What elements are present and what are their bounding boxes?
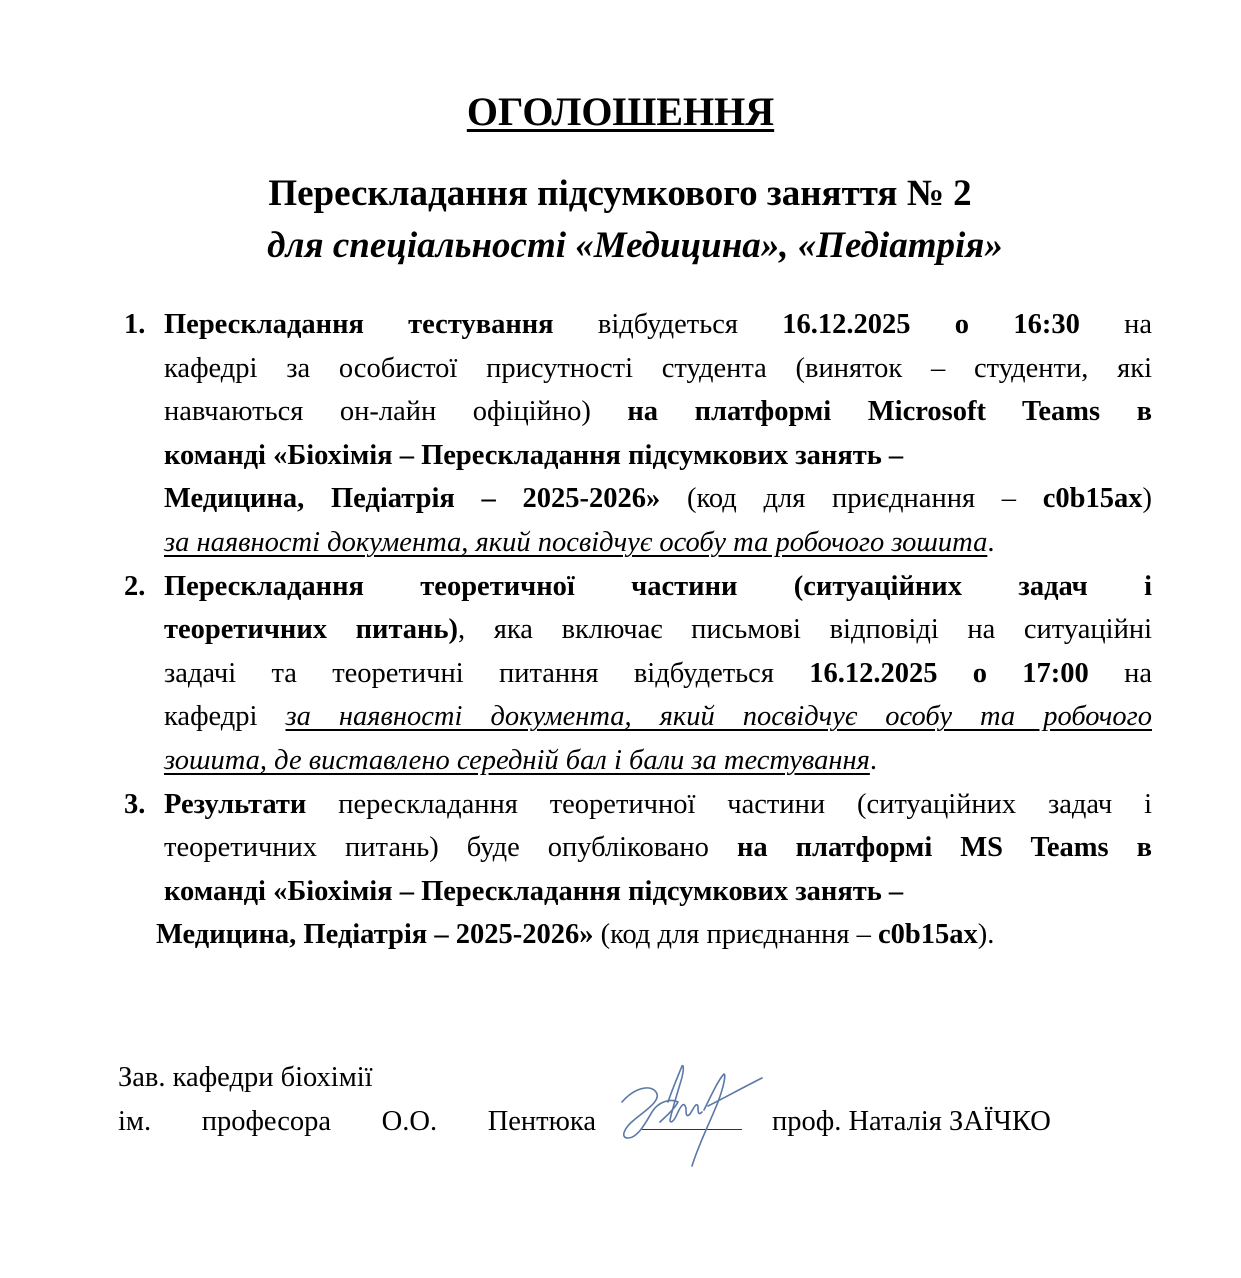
text: , яка включає письмові відповіді на ситуаційні — [458, 614, 1152, 646]
bold-text: на платформі MS Teams в — [736, 832, 1152, 864]
join-code: c0b15ax — [1042, 483, 1143, 515]
item-line — [164, 739, 1152, 783]
team-name: команді «Біохімія – Перескладання підсумкових занять – — [164, 875, 904, 907]
text: відбудеться — [553, 309, 783, 340]
signatory-name: проф. Наталія ЗАЇЧКО — [772, 1106, 1051, 1137]
handwritten-signature — [612, 1062, 772, 1174]
announcement-subtitle — [0, 168, 1241, 272]
text: перескладання теоретичної частини (ситуаційних задач і — [306, 788, 1152, 820]
item-line — [164, 565, 1152, 609]
requirement-note: зошита, де виставлено середній бал і бали за тестування — [164, 744, 870, 776]
text: ) — [1142, 483, 1152, 515]
word: О.О. — [381, 1106, 438, 1137]
text: (код для приєднання – — [660, 483, 1043, 515]
signature-stroke — [668, 1066, 702, 1122]
item-number: 3. — [124, 788, 146, 820]
item-line — [156, 913, 1152, 957]
text: . — [987, 526, 995, 558]
bold-text: на платформі Microsoft Teams в — [627, 396, 1152, 428]
requirement-note: за наявності документа, який посвідчує особу та робочого зошита — [164, 526, 988, 558]
team-name: команді «Біохімія – Перескладання підсумкових занять – — [164, 439, 904, 471]
text: на — [1079, 309, 1153, 340]
announcement-list — [120, 303, 1152, 957]
word: Пентюка — [487, 1106, 596, 1137]
team-name: Медицина, Педіатрія – 2025-2026» — [156, 919, 594, 951]
bold-text: Результати — [164, 788, 307, 820]
signature-stroke — [692, 1074, 725, 1166]
list-item-3 — [120, 783, 1152, 957]
text: навчаються он-лайн офіційно) — [164, 396, 628, 428]
bold-text: теоретичних питань) — [164, 614, 459, 646]
subtitle-line-2: для спеціальності «Медицина», «Педіатрія» — [267, 225, 1003, 266]
item-line — [164, 695, 1152, 739]
item-line — [164, 303, 1152, 347]
item-line — [164, 608, 1152, 652]
date-time: 16.12.2025 о 16:30 — [782, 309, 1080, 340]
announcement-title: ОГОЛОШЕННЯ — [466, 89, 775, 134]
item-line — [164, 390, 1152, 434]
text: . — [869, 744, 877, 776]
signature-stroke — [708, 1078, 762, 1106]
word: професора — [201, 1106, 332, 1137]
text: (код для приєднання – — [593, 919, 878, 951]
bold-text: Перескладання теоретичної частини (ситуаційних задач і — [164, 570, 1152, 602]
signatory-department — [118, 1100, 596, 1144]
subtitle-line-1: Перескладання підсумкового заняття № 2 — [268, 173, 972, 214]
text: на — [1088, 657, 1152, 689]
requirement-note: за наявності документа, який посвідчує особу та робочого — [285, 701, 1152, 733]
item-line — [164, 521, 1152, 565]
item-number: 1. — [124, 309, 146, 340]
word: ім. — [118, 1106, 152, 1137]
item-line — [164, 783, 1152, 827]
text: теоретичних питань) буде опубліковано — [164, 832, 737, 864]
text: кафедрі — [164, 701, 286, 733]
text: ). — [977, 919, 995, 951]
item-line: кафедрі за особистої присутності студента (виняток – студенти, які — [164, 352, 1152, 384]
text: задачі та теоретичні питання відбудеться — [164, 657, 810, 689]
bold-text: Перескладання тестування — [164, 309, 554, 340]
item-line — [164, 477, 1152, 521]
team-name: Медицина, Педіатрія – 2025-2026» — [164, 483, 661, 515]
item-line — [164, 826, 1152, 870]
list-item-1 — [120, 303, 1152, 565]
date-time: 16.12.2025 о 17:00 — [809, 657, 1089, 689]
item-line — [164, 434, 1152, 478]
signatory-position: Зав. кафедри біохімії — [118, 1062, 373, 1093]
join-code: c0b15ax — [878, 919, 978, 951]
item-line — [164, 652, 1152, 696]
list-item-2 — [120, 565, 1152, 783]
item-number: 2. — [124, 570, 146, 602]
item-line — [164, 870, 1152, 914]
